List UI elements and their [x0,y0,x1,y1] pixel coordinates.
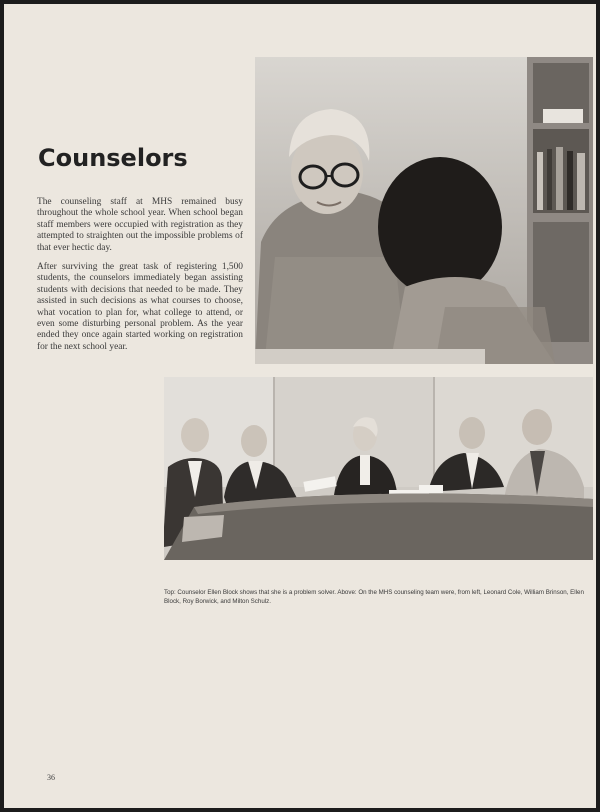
body-paragraph-2: After surviving the great task of registering 1,500 students, the counselors immediately began assisting students with decisions that needed to be made. They assisted in such decisions as what courses to choose, what vocation to plan for, what college to attend, or even some disturbing personal problem. As the year ended they once again started working on registration for the next school year. [37,262,243,352]
counseling-team-photo [164,377,593,560]
body-paragraph-1: The counseling staff at MHS remained busy throughout the whole school year. When school began staff members were occupied with registration as they attempted to straighten out the impossible problems of that ever hectic day. [37,197,243,253]
page-title: Counselors [38,144,188,172]
counselor-photo [255,57,593,364]
page-number: 36 [47,773,55,782]
photo-caption: Top: Counselor Ellen Block shows that she is a problem solver. Above: On the MHS counseling team were, from left, Leonard Cole, William Brinson, Ellen Block, Roy Borwick, and Milton Schulz. [164,589,584,605]
